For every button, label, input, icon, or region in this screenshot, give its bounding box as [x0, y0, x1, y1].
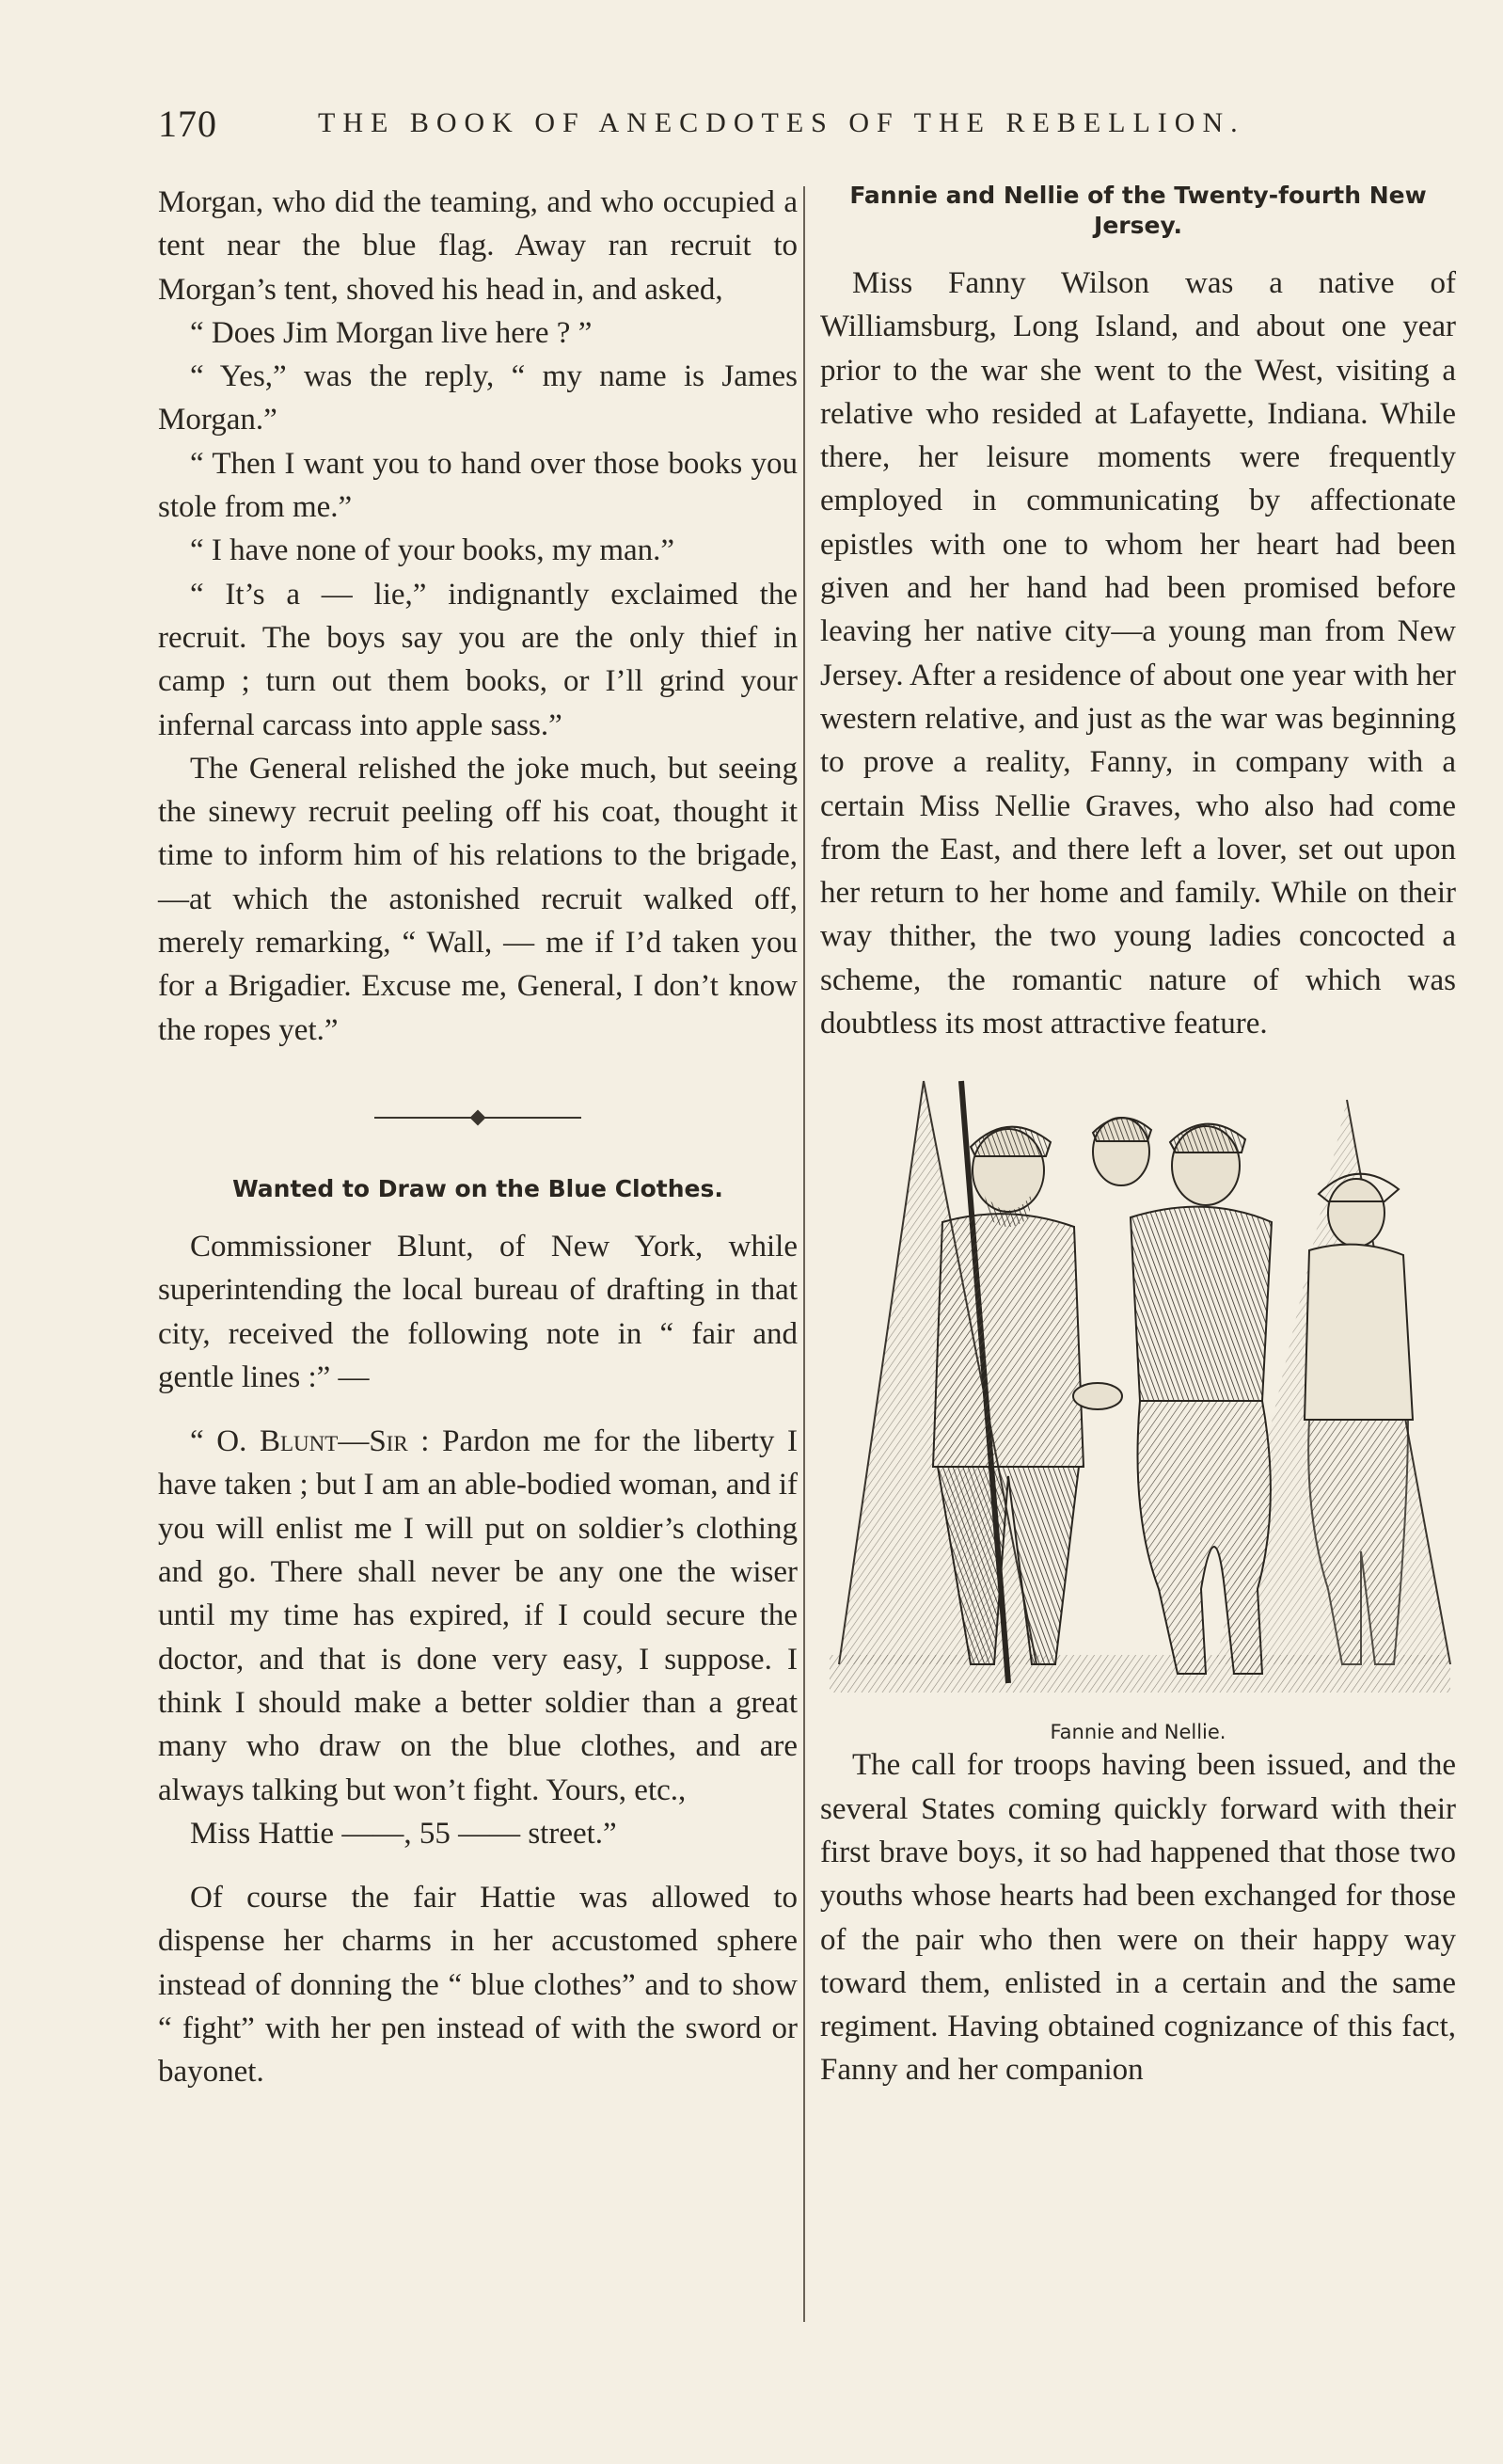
engraving-illustration	[820, 1062, 1456, 1744]
paragraph: “ Does Jim Morgan live here ? ”	[190, 315, 593, 350]
illustration-caption: Fannie and Nellie.	[1050, 1721, 1226, 1744]
section-ornament-rule	[374, 1108, 581, 1127]
letter-body: Pardon me for the liberty I have taken ; but I am an able-bodied woman, and if you will enlist me I will put on soldier’s clothing and go. There shall never be any one the wiser until my time has expired, if I could secure the doctor, and that is done very easy, I suppose. I think I should make a better soldier than a great many who draw on the blue clothes, and are always talking but won’t fight. Yours, etc.,	[158, 1424, 798, 1807]
paragraph: Miss Fanny Wilson was a native of Williamsburg, Long Island, and about one year prior to the war she went to the West, visiting a relative who resided at Lafayette, Indiana. While there, her leisure moments were frequently employed in communicating by affectionate epistles with one to whom her heart had been given and her hand had been promised before leaving her native city—a young man from New Jersey. After a residence of about one year with her western relative, and just as the war was beginning to prove a reality, Fanny, in company with a certain Miss Nellie Graves, who also had come from the East, and there left a lover, set out upon her return to her home and family. While on their way thither, the two young ladies concocted a scheme, the romantic nature of which was doubtless its most attractive feature.	[820, 266, 1456, 1041]
section-heading: Wanted to Draw on the Blue Clothes.	[232, 1174, 723, 1202]
running-title: THE BOOK OF ANECDOTES OF THE REBELLION.	[318, 107, 1245, 138]
paragraph: Commissioner Blunt, of New York, while superintending the local bureau of drafting in that city, received the following note in “ fair and gentle lines :” —	[158, 1229, 798, 1394]
paragraph: “ Yes,” was the reply, “ my name is James Morgan.”	[158, 359, 798, 437]
paragraph: “ It’s a — lie,” indignantly exclaimed the recruit. The boys say you are the only thief in camp ; turn out them books, or I’ll grind your infernal carcass into apple sass.”	[158, 577, 798, 742]
section-heading: Fannie and Nellie of the Twenty-fourth New Jersey.	[849, 182, 1427, 239]
letter-signature: Miss Hattie ——, 55 —— street.”	[190, 1816, 617, 1851]
paragraph: Of course the fair Hattie was allowed to dispense her charms in her accustomed sphere instead of donning the “ blue clothes” and to show “ fight” with her pen instead of with the sword or bayonet.	[158, 1881, 798, 2090]
soldiers-engraving	[820, 1062, 1456, 1711]
paragraph: The General relished the joke much, but seeing the sinewy recruit peeling off his coat, thought it time to inform him of his relations to the brigade,—at which the astonished recruit walked off, merely remarking, “ Wall, — me if I’d taken you for a Brigadier. Excuse me, General, I don’t know the ropes yet.”	[158, 751, 798, 1047]
page-number: 170	[158, 103, 217, 145]
left-column	[158, 181, 798, 2094]
paragraph: The call for troops having been issued, and the several States coming quickly forward with their first brave boys, it so had happened that those two youths whose hearts had been exchanged for those of the pair who then were on their happy way toward them, enlisted in a certain and the same regiment. Having obtained cognizance of this fact, Fanny and her companion	[820, 1748, 1456, 2088]
letter-salutation: “ O. Blunt—Sir :	[190, 1424, 430, 1459]
paragraph: “ I have none of your books, my man.”	[190, 533, 675, 568]
paragraph: “ Then I want you to hand over those books you stole from me.”	[158, 446, 798, 525]
running-head	[158, 102, 1315, 158]
column-divider	[803, 186, 805, 2322]
right-column	[820, 181, 1456, 2092]
paragraph: Morgan, who did the teaming, and who occupied a tent near the blue flag. Away ran recruit to Morgan’s tent, shoved his head in, and asked,	[158, 185, 798, 307]
letter-paragraph	[158, 1420, 798, 1812]
